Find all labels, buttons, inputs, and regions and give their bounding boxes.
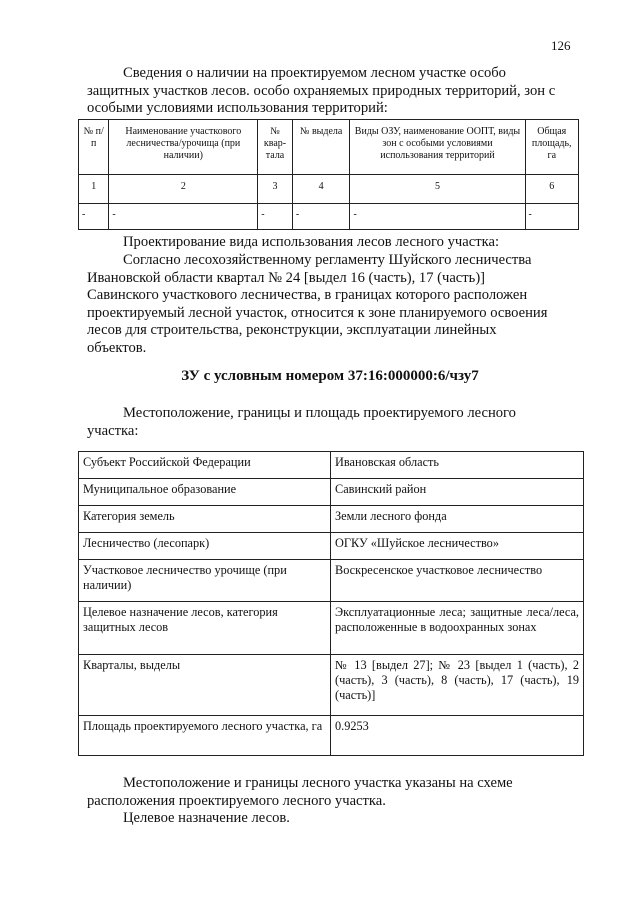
closing-line: расположения проектируемого лесного участка. (87, 792, 386, 809)
row-value: Земли лесного фонда (331, 506, 584, 533)
column-number: 3 (258, 175, 293, 204)
column-number: 2 (109, 175, 258, 204)
row-value: Эксплуатационные леса; защитные леса/леса, расположенные в водоохранных зонах (331, 602, 584, 655)
row-label: Целевое назначение лесов, категория защитных лесов (79, 602, 331, 655)
regulation-line: Согласно лесохозяйственному регламенту Шуйского лесничества (123, 252, 532, 268)
column-number: 4 (292, 175, 350, 204)
intro-line: Сведения о наличии на проектируемом лесном участке особо (123, 65, 506, 81)
header-cell-forestry: Наименование участкового лесничества/урочища (при наличии) (109, 120, 258, 175)
table-row (79, 204, 579, 230)
page-number: 126 (551, 38, 571, 53)
closing-paragraph (87, 775, 573, 810)
table-row (79, 452, 584, 479)
row-value: Ивановская область (331, 452, 584, 479)
row-label: Кварталы, выделы (79, 655, 331, 716)
row-label: Муниципальное образование (79, 479, 331, 506)
table-cell: - (258, 204, 293, 230)
intro-paragraph (87, 65, 573, 118)
regulation-line: лесов для строительства, реконструкции, эксплуатации линейных (87, 322, 497, 338)
table-row (79, 506, 584, 533)
table-cell: - (525, 204, 579, 230)
table-row (79, 602, 584, 655)
header-cell-num: № п/п (79, 120, 109, 175)
location-paragraph (87, 405, 573, 440)
regulation-line: Ивановской области квартал № 24 [выдел 16 (часть), 17 (часть)] (87, 269, 486, 286)
header-cell-section: № выдела (292, 120, 350, 175)
table-cell: - (292, 204, 350, 230)
table-cell: - (109, 204, 258, 230)
column-number: 6 (525, 175, 579, 204)
design-heading (87, 234, 573, 252)
closing-line: Местоположение и границы лесного участка указаны на схеме (123, 775, 513, 791)
header-cell-quarter: № квар-тала (258, 120, 293, 175)
regulation-paragraph (87, 252, 573, 357)
row-value: Воскресенское участковое лесничество (331, 560, 584, 602)
table-row (79, 479, 584, 506)
column-number: 5 (350, 175, 525, 204)
column-number: 1 (79, 175, 109, 204)
row-label: Площадь проектируемого лесного участка, га (79, 716, 331, 756)
location-line: участка: (87, 422, 139, 439)
plot-info-table (78, 451, 584, 756)
column-number-row (79, 175, 579, 204)
row-value: Савинский район (331, 479, 584, 506)
table-row (79, 560, 584, 602)
regulation-line: Савинского участкового лесничества, в границах которого расположен (87, 287, 528, 303)
regulation-line: объектов. (87, 339, 147, 356)
table-row (79, 716, 584, 756)
intro-line: защитных участков лесов. особо охраняемых природных территорий, зон с (87, 82, 556, 99)
row-label: Лесничество (лесопарк) (79, 533, 331, 560)
table-row (79, 533, 584, 560)
location-line: Местоположение, границы и площадь проектируемого лесного (123, 405, 516, 421)
row-value: 0.9253 (331, 716, 584, 756)
row-label: Участковое лесничество урочище (при наличии) (79, 560, 331, 602)
intro-line: особыми условиями использования территорий: (87, 100, 388, 116)
section-title: ЗУ с условным номером 37:16:000000:6/чзу7 (181, 368, 479, 384)
protected-areas-table (78, 119, 579, 230)
table-row (79, 655, 584, 716)
row-label: Категория земель (79, 506, 331, 533)
regulation-line: проектируемый лесной участок, относится к зоне планируемого освоения (87, 304, 548, 321)
table-cell: - (79, 204, 109, 230)
table-cell: - (350, 204, 525, 230)
row-value: № 13 [выдел 27]; № 23 [выдел 1 (часть), 2 (часть), 3 (часть), 8 (часть), 17 (часть), 19 (часть)] (331, 655, 584, 716)
row-label: Субъект Российской Федерации (79, 452, 331, 479)
row-value: ОГКУ «Шуйское лесничество» (331, 533, 584, 560)
design-heading-text: Проектирование вида использования лесов лесного участка: (123, 234, 499, 250)
header-cell-types: Виды ОЗУ, наименование ООПТ, виды зон с особыми условиями использования территорий (350, 120, 525, 175)
purpose-paragraph (87, 810, 573, 828)
purpose-line: Целевое назначение лесов. (123, 810, 290, 826)
table-header-row (79, 120, 579, 175)
header-cell-area: Общая площадь, га (525, 120, 579, 175)
